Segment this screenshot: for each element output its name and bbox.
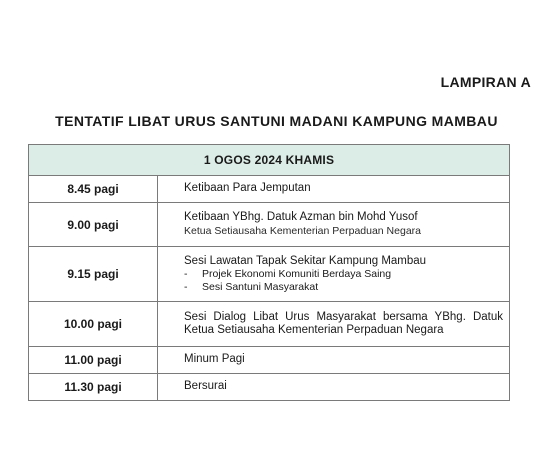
attachment-label: LAMPIRAN A: [440, 74, 531, 90]
bullet-text: Sesi Santuni Masyarakat: [202, 280, 319, 293]
time-cell: 11.30 pagi: [29, 374, 158, 401]
bullet-item: [184, 281, 503, 294]
activity-text: Ketibaan Para Jemputan: [184, 182, 311, 195]
activity-cell: [158, 203, 510, 247]
time-cell: 10.00 pagi: [29, 302, 158, 347]
activity-cell: [158, 247, 510, 302]
activity-cell: [158, 374, 510, 401]
table-row: [29, 302, 510, 347]
table-row: [29, 247, 510, 302]
activity-cell: [158, 176, 510, 203]
activity-text: Bersurai: [184, 380, 227, 393]
document-title: TENTATIF LIBAT URUS SANTUNI MADANI KAMPUNG MAMBAU: [55, 113, 498, 129]
table-row: [29, 374, 510, 401]
time-cell: 9.15 pagi: [29, 247, 158, 302]
time-cell: 11.00 pagi: [29, 347, 158, 374]
bullet-item: [184, 268, 503, 281]
activity-subtext: Ketua Setiausaha Kementerian Perpaduan Negara: [184, 224, 421, 237]
activity-text: Sesi Dialog Libat Urus Masyarakat bersama YBhg. Datuk Ketua Setiausaha Kementerian Perpaduan Negara: [184, 310, 503, 336]
activity-cell: [158, 302, 510, 347]
activity-cell: [158, 347, 510, 374]
bullet-text: Projek Ekonomi Komuniti Berdaya Saing: [202, 268, 392, 281]
activity-text: Minum Pagi: [184, 353, 245, 366]
table-row: [29, 203, 510, 247]
date-heading-row: [29, 145, 510, 176]
table-row: [29, 176, 510, 203]
bullet-dash: -: [184, 268, 188, 281]
activity-text: Sesi Lawatan Tapak Sekitar Kampung Mambau: [184, 254, 427, 267]
date-heading: 1 OGOS 2024 KHAMIS: [29, 145, 510, 176]
table-row: [29, 347, 510, 374]
bullet-dash: -: [184, 280, 188, 293]
time-cell: 9.00 pagi: [29, 203, 158, 247]
activity-text: Ketibaan YBhg. Datuk Azman bin Mohd Yusof: [184, 211, 418, 223]
schedule-table: [28, 144, 510, 401]
time-cell: 8.45 pagi: [29, 176, 158, 203]
